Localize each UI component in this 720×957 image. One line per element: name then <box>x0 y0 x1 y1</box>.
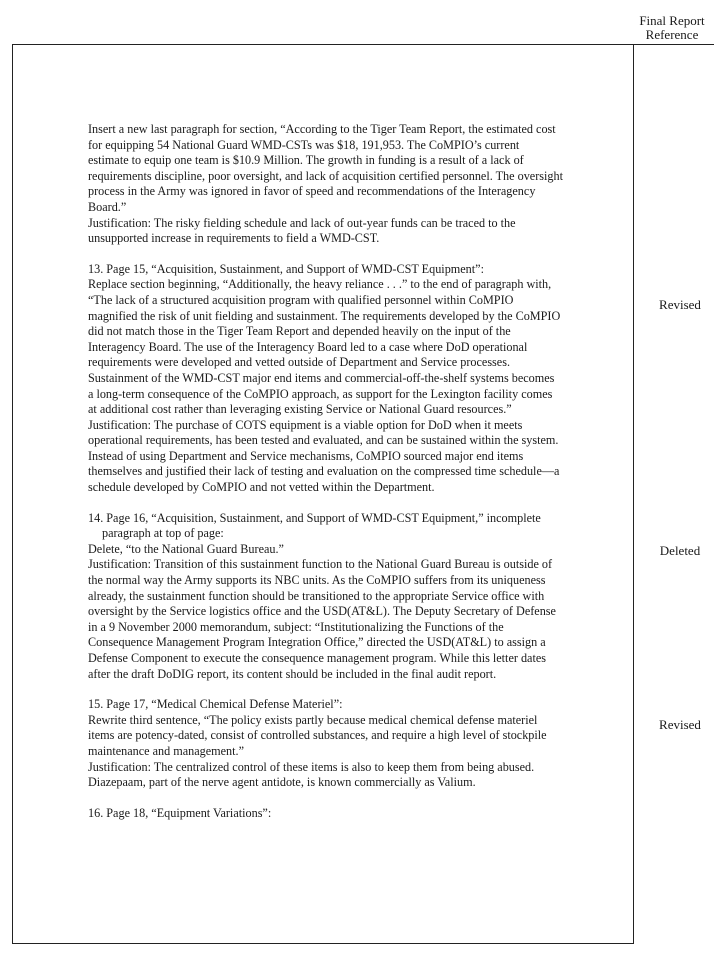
final-report-reference-header <box>624 14 720 42</box>
text-line: Board.” <box>88 199 127 214</box>
text-line: requirements discipline, poor oversight, and lack of acquisition certified personnel. The oversight <box>88 168 563 183</box>
text-line: Instead of using Department and Service mechanisms, CoMPIO sourced major end items <box>88 448 524 463</box>
text-line: the normal way the Army supports its NBC units. As the CoMPIO suffers from its uniqueness <box>88 573 546 588</box>
text-line: “The lack of a structured acquisition program with qualified personnel within CoMPIO <box>88 292 514 307</box>
text-line: Rewrite third sentence, “The policy exists partly because medical chemical defense materiel <box>88 712 538 727</box>
text-line: a long-term consequence of the CoMPIO approach, as support for the Lexington facility comes <box>88 386 553 401</box>
text-line: unsupported increase in requirements to field a WMD-CST. <box>88 231 380 246</box>
item-13 <box>88 262 628 496</box>
text-line: in a 9 November 2000 memorandum, subject: “Institutionalizing the Functions of the <box>88 619 504 634</box>
item-16 <box>88 806 628 822</box>
text-line: Justification: Transition of this sustainment function to the National Guard Bureau is outside of <box>88 557 553 572</box>
text-line: process in the Army was ignored in favor of speed and recommendations of the Interagency <box>88 184 536 199</box>
text-line: after the draft DoDIG report, its content should be included in the final audit report. <box>88 666 497 681</box>
text-line: Interagency Board. The use of the Interagency Board led to a case where DoD operational <box>88 339 528 354</box>
text-line: items are potency-dated, consist of controlled substances, and require a high level of stockpile <box>88 728 547 743</box>
header-line-1: Final Report <box>639 13 705 28</box>
text-line: estimate to equip one team is $10.9 Million. The growth in funding is a result of a lack of <box>88 153 524 168</box>
margin-note-deleted-14: Deleted <box>659 543 701 558</box>
text-line: at additional cost rather than leveraging existing Service or National Guard resources.” <box>88 402 512 417</box>
text-line: for equipping 54 National Guard WMD-CSTs was $18, 191,953. The CoMPIO’s current <box>88 137 520 152</box>
text-line: schedule developed by CoMPIO and not vetted within the Department. <box>88 480 435 495</box>
text-line: Insert a new last paragraph for section, “According to the Tiger Team Report, the estimated cost <box>88 122 556 136</box>
text-line: already, the sustainment function should be transitioned to the appropriate Service office with <box>88 588 545 603</box>
text-line: Justification: The centralized control of these items is also to keep them from being abused. <box>88 759 535 774</box>
text-line: Delete, “to the National Guard Bureau.” <box>88 541 284 556</box>
text-line: oversight by the Service logistics office and the USD(AT&L). The Deputy Secretary of Defense <box>88 604 556 619</box>
text-line: magnified the risk of unit fielding and sustainment. The requirements developed by the CoMPIO <box>88 308 561 323</box>
text-line: Sustainment of the WMD-CST major end items and commercial-off-the-shelf systems becomes <box>88 370 555 385</box>
header-line-2: Reference <box>645 27 699 42</box>
text-line: requirements were developed and vetted outside of Department and Service processes. <box>88 355 511 370</box>
text-line: did not match those in the Tiger Team Report and depended heavily on the input of the <box>88 324 511 339</box>
item-15 <box>88 697 628 791</box>
text-line: Replace section beginning, “Additionally, the heavy reliance . . .” to the end of paragraph with, <box>88 277 552 292</box>
text-line: 14. Page 16, “Acquisition, Sustainment, and Support of WMD-CST Equipment,” incomplete <box>88 510 541 525</box>
text-line: Consequence Management Program Integration Office,” directed the USD(AT&L) to assign a <box>88 635 546 650</box>
text-line: paragraph at top of page: <box>102 526 224 541</box>
intro-paragraph <box>88 122 628 247</box>
document-body <box>88 122 628 836</box>
text-line: Justification: The risky fielding schedule and lack of out-year funds can be traced to the <box>88 215 516 230</box>
text-line: Justification: The purchase of COTS equipment is a viable option for DoD when it meets <box>88 417 523 432</box>
margin-note-revised-15: Revised <box>659 717 701 732</box>
text-line: 13. Page 15, “Acquisition, Sustainment, and Support of WMD-CST Equipment”: <box>88 261 484 276</box>
text-line: Defense Component to execute the consequence management program. While this letter dates <box>88 651 546 665</box>
text-line: 15. Page 17, “Medical Chemical Defense Materiel”: <box>88 697 343 712</box>
text-line: operational requirements, has been tested and evaluated, and can be sustained within the system. <box>88 433 559 448</box>
text-line: themselves and justified their lack of testing and evaluation on the compressed time schedule—a <box>88 464 560 479</box>
margin-note-revised-13: Revised <box>659 297 701 312</box>
text-line: 16. Page 18, “Equipment Variations”: <box>88 805 272 820</box>
text-line: maintenance and management.” <box>88 743 244 758</box>
item-14 <box>88 511 628 683</box>
text-line: Diazepaam, part of the nerve agent antidote, is known commercially as Valium. <box>88 775 476 790</box>
header-rule <box>632 44 714 45</box>
